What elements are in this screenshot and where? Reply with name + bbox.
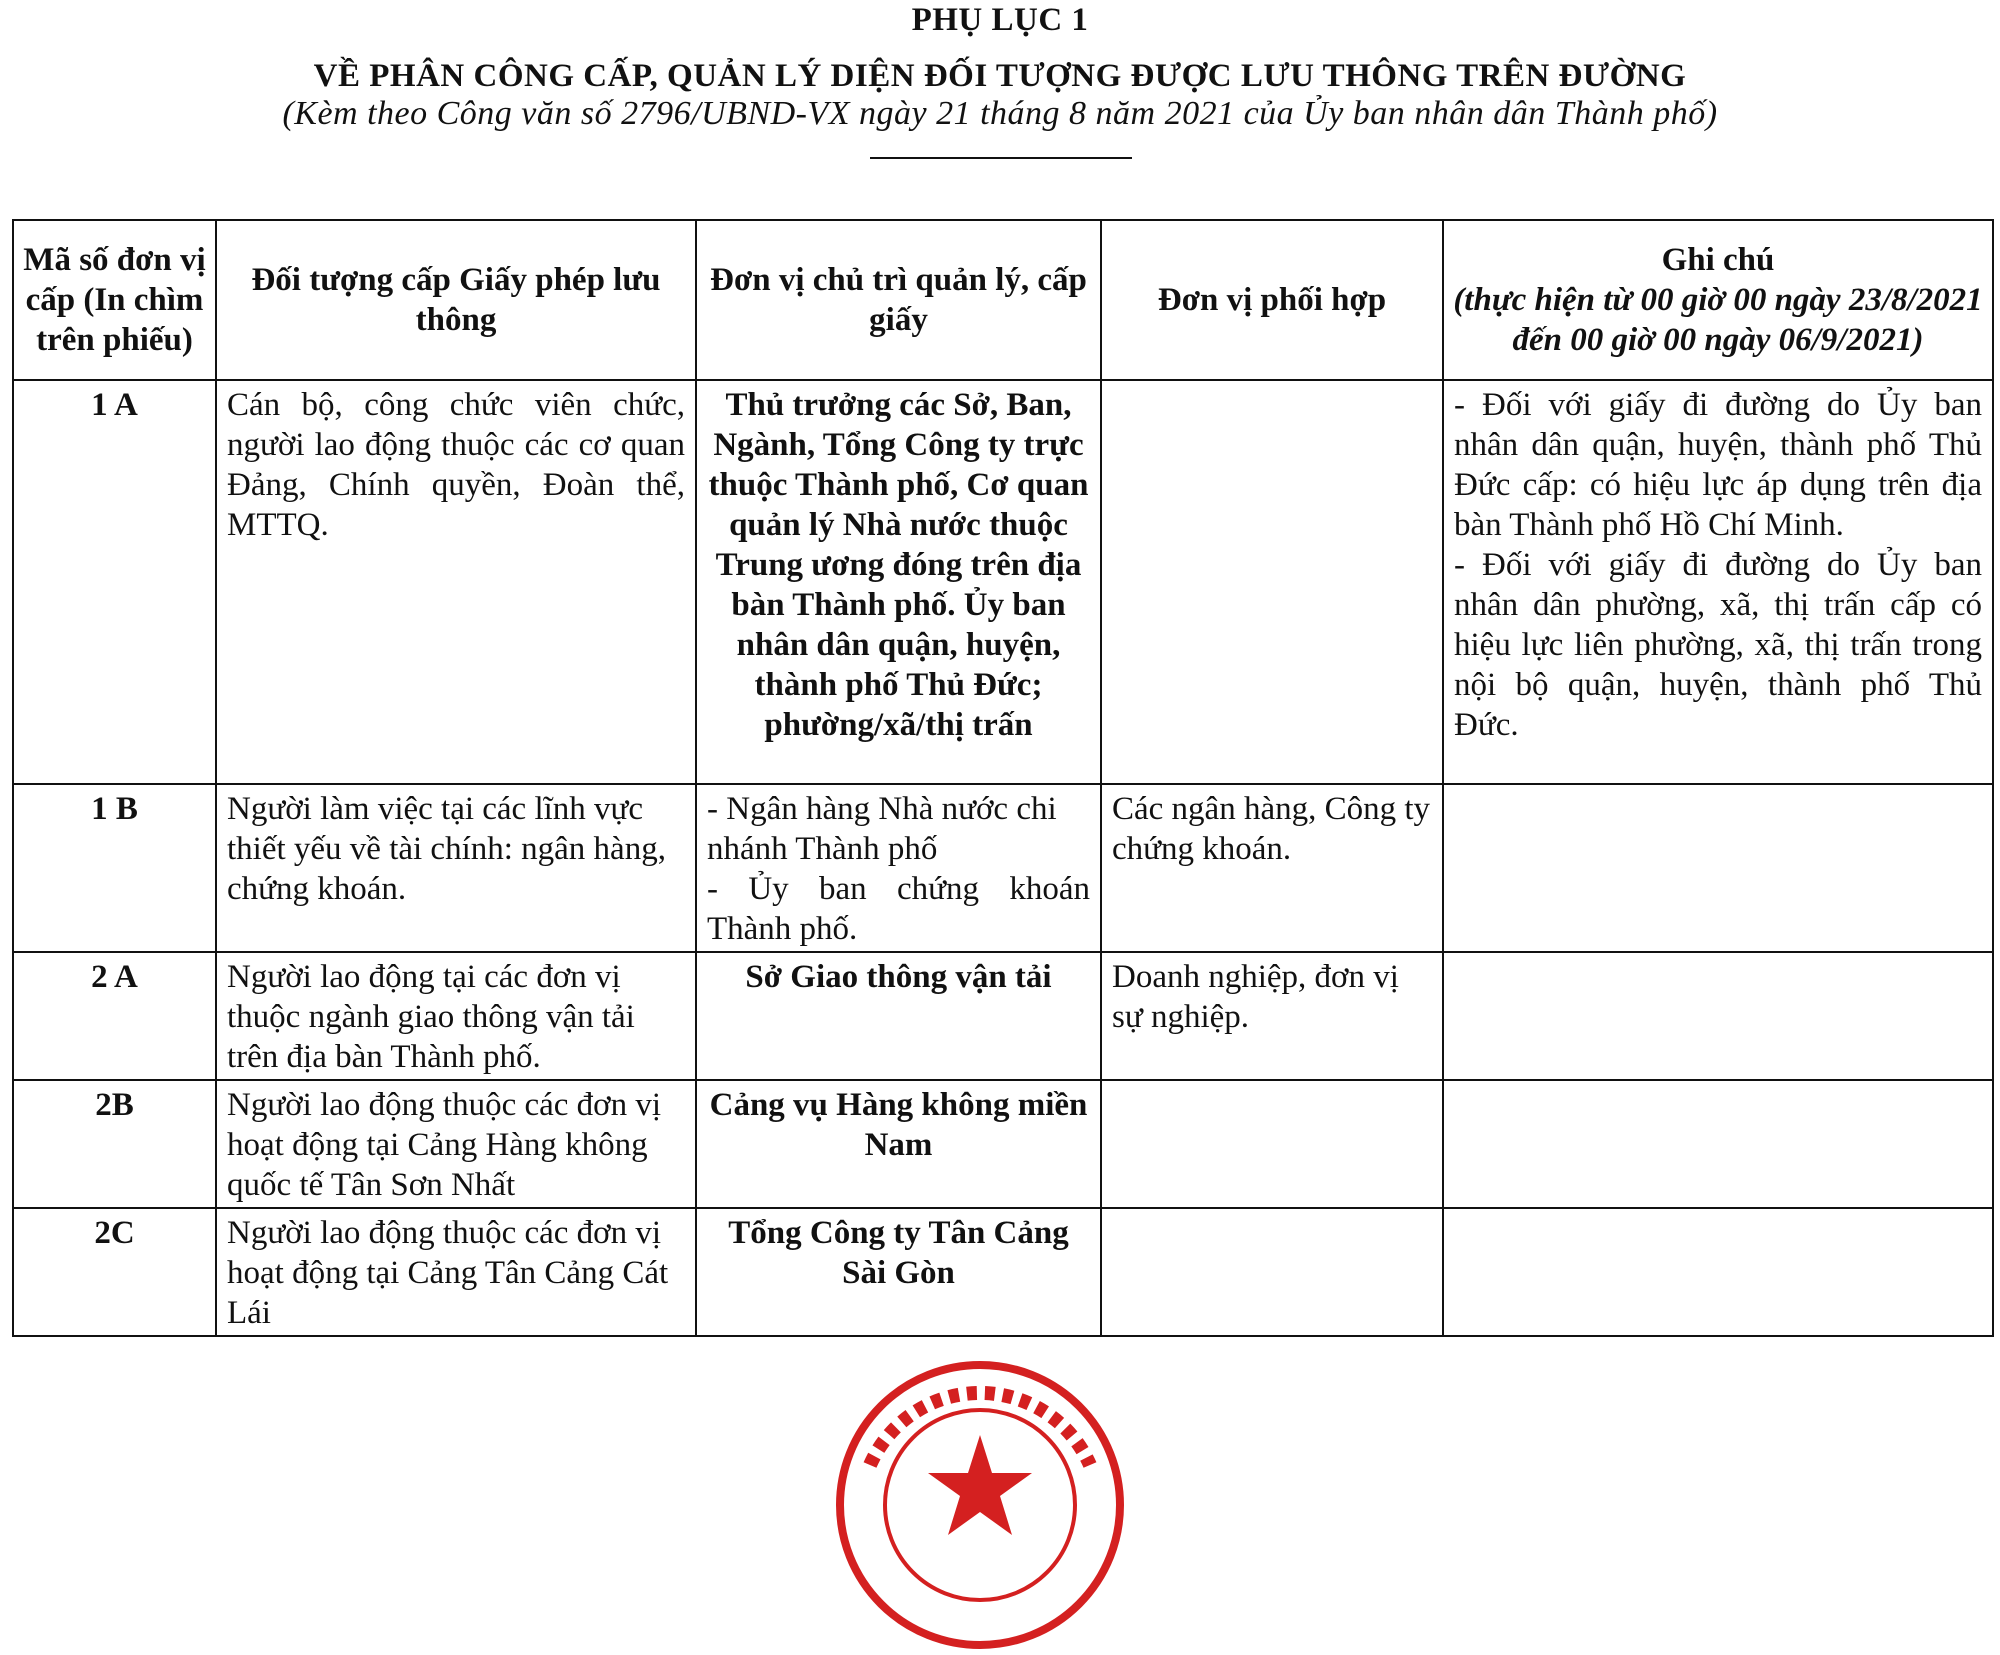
row-host: Tổng Công ty Tân Cảng Sài Gòn [696, 1208, 1101, 1336]
row-subject: Người lao động tại các đơn vị thuộc ngành giao thông vận tải trên địa bàn Thành phố. [216, 952, 696, 1080]
table-row [13, 380, 1993, 784]
row-code: 1 B [13, 784, 216, 952]
document-subtitle: VỀ PHÂN CÔNG CẤP, QUẢN LÝ DIỆN ĐỐI TƯỢNG ĐƯỢC LƯU THÔNG TRÊN ĐƯỜNG [313, 58, 1687, 94]
document-title: PHỤ LỤC 1 [911, 2, 1089, 38]
title-divider [870, 157, 1132, 159]
row-code: 1 A [13, 380, 216, 784]
official-seal-icon [830, 1355, 1130, 1655]
appendix-table [12, 219, 1994, 1337]
row-note [1443, 784, 1993, 952]
row-code: 2C [13, 1208, 216, 1336]
table-row [13, 1080, 1993, 1208]
row-note [1443, 380, 1993, 784]
row-subject: Cán bộ, công chức viên chức, người lao động thuộc các cơ quan Đảng, Chính quyền, Đoàn thể, MTTQ. [216, 380, 696, 784]
table-row [13, 1208, 1993, 1336]
table-header-row [13, 220, 1993, 380]
row-host: Thủ trưởng các Sở, Ban, Ngành, Tổng Công ty trực thuộc Thành phố, Cơ quan quản lý Nhà nước thuộc Trung ương đóng trên địa bàn Thành phố. Ủy ban nhân dân quận, huyện, thành phố Thủ Đức; phường/xã/thị trấn [696, 380, 1101, 784]
row-note [1443, 1080, 1993, 1208]
column-header-note [1443, 220, 1993, 380]
row-note-line: - Đối với giấy đi đường do Ủy ban nhân dân quận, huyện, thành phố Thủ Đức cấp: có hiệu lực áp dụng trên địa bàn Thành phố Hồ Chí Minh. [1454, 387, 1982, 543]
column-header-host: Đơn vị chủ trì quản lý, cấp giấy [696, 220, 1101, 380]
row-code: 2B [13, 1080, 216, 1208]
row-host-line: - Ủy ban chứng khoán Thành phố. [707, 871, 1090, 947]
row-note [1443, 952, 1993, 1080]
row-note [1443, 1208, 1993, 1336]
column-header-partner: Đơn vị phối hợp [1101, 220, 1443, 380]
row-partner: Các ngân hàng, Công ty chứng khoán. [1101, 784, 1443, 952]
row-subject: Người làm việc tại các lĩnh vực thiết yếu về tài chính: ngân hàng, chứng khoán. [216, 784, 696, 952]
row-code: 2 A [13, 952, 216, 1080]
row-subject: Người lao động thuộc các đơn vị hoạt động tại Cảng Tân Cảng Cát Lái [216, 1208, 696, 1336]
table-row [13, 784, 1993, 952]
row-host: Sở Giao thông vận tải [696, 952, 1101, 1080]
row-partner [1101, 1208, 1443, 1336]
note-header-period: (thực hiện từ 00 giờ 00 ngày 23/8/2021 đến 00 giờ 00 ngày 06/9/2021) [1453, 282, 1983, 358]
column-header-code: Mã số đơn vị cấp (In chìm trên phiếu) [13, 220, 216, 380]
table-row [13, 952, 1993, 1080]
row-subject: Người lao động thuộc các đơn vị hoạt động tại Cảng Hàng không quốc tế Tân Sơn Nhất [216, 1080, 696, 1208]
row-partner [1101, 380, 1443, 784]
row-host: Cảng vụ Hàng không miền Nam [696, 1080, 1101, 1208]
column-header-subject: Đối tượng cấp Giấy phép lưu thông [216, 220, 696, 380]
row-partner: Doanh nghiệp, đơn vị sự nghiệp. [1101, 952, 1443, 1080]
seal-star [928, 1435, 1032, 1535]
note-header-title: Ghi chú [1661, 242, 1775, 278]
row-note-line: - Đối với giấy đi đường do Ủy ban nhân dân phường, xã, thị trấn cấp có hiệu lực liên phường, xã, thị trấn trong nội bộ quận, huyện, thành phố Thủ Đức. [1454, 547, 1982, 743]
row-partner [1101, 1080, 1443, 1208]
row-host [696, 784, 1101, 952]
row-host-line: - Ngân hàng Nhà nước chi nhánh Thành phố [707, 791, 1057, 867]
document-reference: (Kèm theo Công văn số 2796/UBND-VX ngày 21 tháng 8 năm 2021 của Ủy ban nhân dân Thành phố) [282, 95, 1718, 132]
